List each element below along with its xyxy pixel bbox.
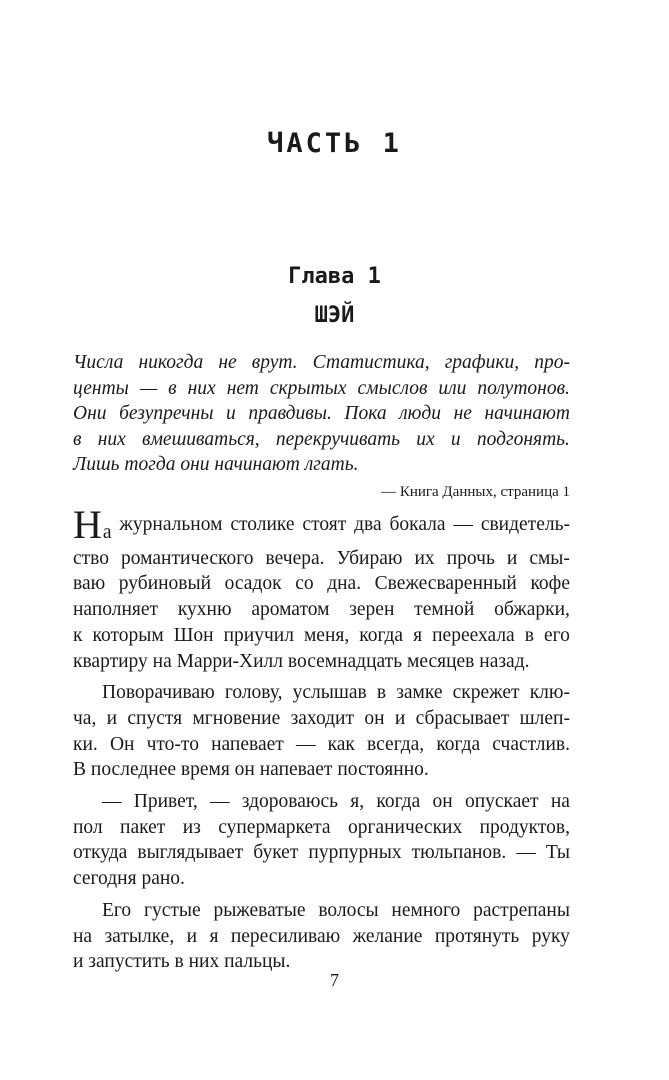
text-line (73, 376, 570, 402)
word: про- (534, 352, 570, 373)
word: и (394, 707, 406, 729)
word: в (168, 377, 177, 399)
word: пурпурных (308, 842, 402, 864)
word: наполняет (73, 599, 159, 621)
word: органических (347, 816, 463, 838)
word: журнальном (119, 514, 223, 535)
word: их (414, 547, 435, 569)
text-line-content: сегодня рано. (73, 868, 185, 890)
word: на (73, 925, 93, 947)
paragraph (73, 502, 570, 674)
paragraph (73, 789, 570, 892)
word: подгонять. (476, 428, 570, 450)
word: и (226, 403, 236, 424)
word: — (102, 791, 122, 813)
text-line (73, 898, 570, 924)
text-line (73, 866, 570, 892)
word: рыжеватые (213, 899, 306, 921)
word: Его (102, 899, 132, 921)
word: протянуть (434, 925, 520, 947)
word: заходит (290, 707, 355, 729)
epigraph-text (73, 350, 570, 478)
word: Поворачиваю (102, 682, 215, 704)
word: опускает (464, 791, 539, 813)
word: затылке, (104, 925, 175, 947)
word: не (453, 403, 472, 424)
word: и (506, 547, 518, 569)
word: них (97, 428, 126, 450)
epigraph-source: — Книга Данных, страница 1 (381, 483, 570, 500)
chapter-number: Глава 1 (288, 264, 381, 289)
word: букет (253, 842, 299, 864)
word: напевает (211, 733, 284, 755)
word (73, 502, 112, 547)
word-rest: а (102, 522, 112, 543)
word: ароматом (251, 599, 330, 621)
word: сбрасывает (415, 707, 510, 729)
word: — (295, 733, 316, 755)
word: вечера. (265, 547, 325, 569)
text-line (73, 452, 570, 478)
word: романтического (121, 547, 254, 569)
word: никогда (138, 352, 204, 373)
word: — (516, 842, 536, 864)
word: в (73, 428, 82, 450)
drop-cap: Н (73, 502, 102, 547)
word: бокала (389, 514, 446, 535)
word: спустя (127, 707, 183, 729)
word: желание (352, 925, 423, 947)
word: ство (73, 547, 110, 569)
word: услышав (292, 682, 367, 704)
word: пакет (120, 816, 166, 838)
word: кофе (530, 573, 570, 595)
word: Статистика, (312, 352, 430, 373)
word: которым (92, 624, 164, 646)
word: ки. (73, 733, 98, 755)
word: два (354, 514, 382, 535)
word: откуда (73, 842, 128, 864)
word: в (376, 682, 387, 704)
epigraph (73, 350, 570, 502)
word: что-то (146, 733, 199, 755)
word: прочь (446, 547, 495, 569)
text-line-content: и запустить в них пальцы. (73, 951, 291, 973)
text-line (73, 789, 570, 815)
word: ча, (73, 707, 97, 729)
paragraph (73, 898, 570, 975)
text-line-content: В последнее время он напевает постоянно. (73, 759, 429, 781)
word: замке (396, 682, 443, 704)
word: и (106, 707, 118, 729)
word: супермаркета (218, 816, 331, 838)
word: полутонов. (477, 377, 570, 399)
text-line-content: квартиру на Марри-Хилл восемнадцать месяцев назад. (73, 650, 530, 672)
word: счастлив. (492, 733, 570, 755)
text-line (73, 623, 570, 649)
text-line (73, 546, 570, 572)
word: густые (143, 899, 201, 921)
word: не (218, 352, 237, 373)
word: — (453, 514, 473, 535)
word: когда (436, 733, 481, 755)
word: люди (399, 403, 442, 424)
text-line (73, 680, 570, 706)
word: обжарки, (494, 599, 570, 621)
word: пересиливаю (230, 925, 341, 947)
text-line (73, 571, 570, 597)
text-line (73, 840, 570, 866)
word: смыслов (357, 377, 428, 399)
word: или (438, 377, 467, 399)
word: их (416, 428, 435, 450)
word: скрежет (452, 682, 520, 704)
word: растрепаны (473, 899, 570, 921)
body-text (73, 502, 570, 981)
word: свидетель- (480, 514, 570, 535)
word: тюльпанов. (411, 842, 507, 864)
text-line (73, 732, 570, 758)
text-line (73, 401, 570, 427)
word: шлеп- (519, 707, 570, 729)
word: них (187, 377, 216, 399)
word: приучил (223, 624, 294, 646)
word: Шон (173, 624, 214, 646)
word: когда (359, 624, 404, 646)
word: врут. (251, 352, 298, 373)
word: столике (230, 514, 295, 535)
word: темной (414, 599, 475, 621)
word: кухню (177, 599, 232, 621)
word: Ты (545, 842, 570, 864)
word: вмешиваться, (142, 428, 260, 450)
word: дна. (327, 573, 362, 595)
word: продуктов, (479, 816, 570, 838)
word: когда (376, 791, 421, 813)
word: меня, (303, 624, 350, 646)
word: Привет, (133, 791, 198, 813)
word: смы- (529, 547, 570, 569)
word: графики, (444, 352, 520, 373)
part-title: ЧАСТЬ 1 (267, 128, 402, 159)
word: Они (73, 403, 107, 424)
word: Свежесваренный (374, 573, 517, 595)
text-line (73, 502, 570, 547)
word: Убираю (336, 547, 403, 569)
word: всегда, (367, 733, 425, 755)
word: я (413, 624, 423, 646)
word: его (543, 624, 570, 646)
text-line (73, 427, 570, 453)
text-line (73, 649, 570, 675)
page-number: 7 (330, 970, 339, 990)
chapter-name: ШЭЙ (314, 303, 355, 328)
word: в (524, 624, 534, 646)
text-line (73, 815, 570, 841)
word: из (182, 816, 201, 838)
text-line (73, 757, 570, 783)
word: голову, (224, 682, 283, 704)
word: и (186, 925, 198, 947)
word: — (209, 791, 230, 813)
word: осадок (224, 573, 282, 595)
text-line (73, 924, 570, 950)
word: скрытых (269, 377, 347, 399)
text-line-content: Лишь тогда они начинают лгать. (73, 454, 359, 475)
paragraph (73, 680, 570, 783)
text-line (73, 597, 570, 623)
word: пол (73, 816, 103, 838)
word: я, (350, 791, 365, 813)
word: я (209, 925, 219, 947)
word: клю- (529, 682, 570, 704)
word: здороваюсь (241, 791, 338, 813)
text-line (73, 350, 570, 376)
word: немного (391, 899, 461, 921)
word: выглядывает (137, 842, 244, 864)
word: мгновение (192, 707, 281, 729)
word: зерен (349, 599, 395, 621)
word: волосы (318, 899, 379, 921)
word: руку (531, 925, 570, 947)
word: Числа (73, 352, 124, 373)
word: Пока (344, 403, 387, 424)
word: он (364, 707, 385, 729)
text-line (73, 706, 570, 732)
word: рубиновый (118, 573, 212, 595)
word: стоят (302, 514, 347, 535)
word: переехала (432, 624, 515, 646)
word: — (139, 377, 158, 399)
word: ваю (73, 573, 106, 595)
word: нет (226, 377, 259, 399)
word: перекручивать (275, 428, 401, 450)
word: со (295, 573, 314, 595)
word: к (73, 624, 83, 646)
word: центы (73, 377, 129, 399)
word: Он (109, 733, 135, 755)
word: он (432, 791, 453, 813)
word: на (550, 791, 570, 813)
word: как (327, 733, 355, 755)
word: правдивы. (248, 403, 332, 424)
word: и (450, 428, 461, 450)
word: безупречны (119, 403, 214, 424)
word: начинают (484, 403, 570, 424)
